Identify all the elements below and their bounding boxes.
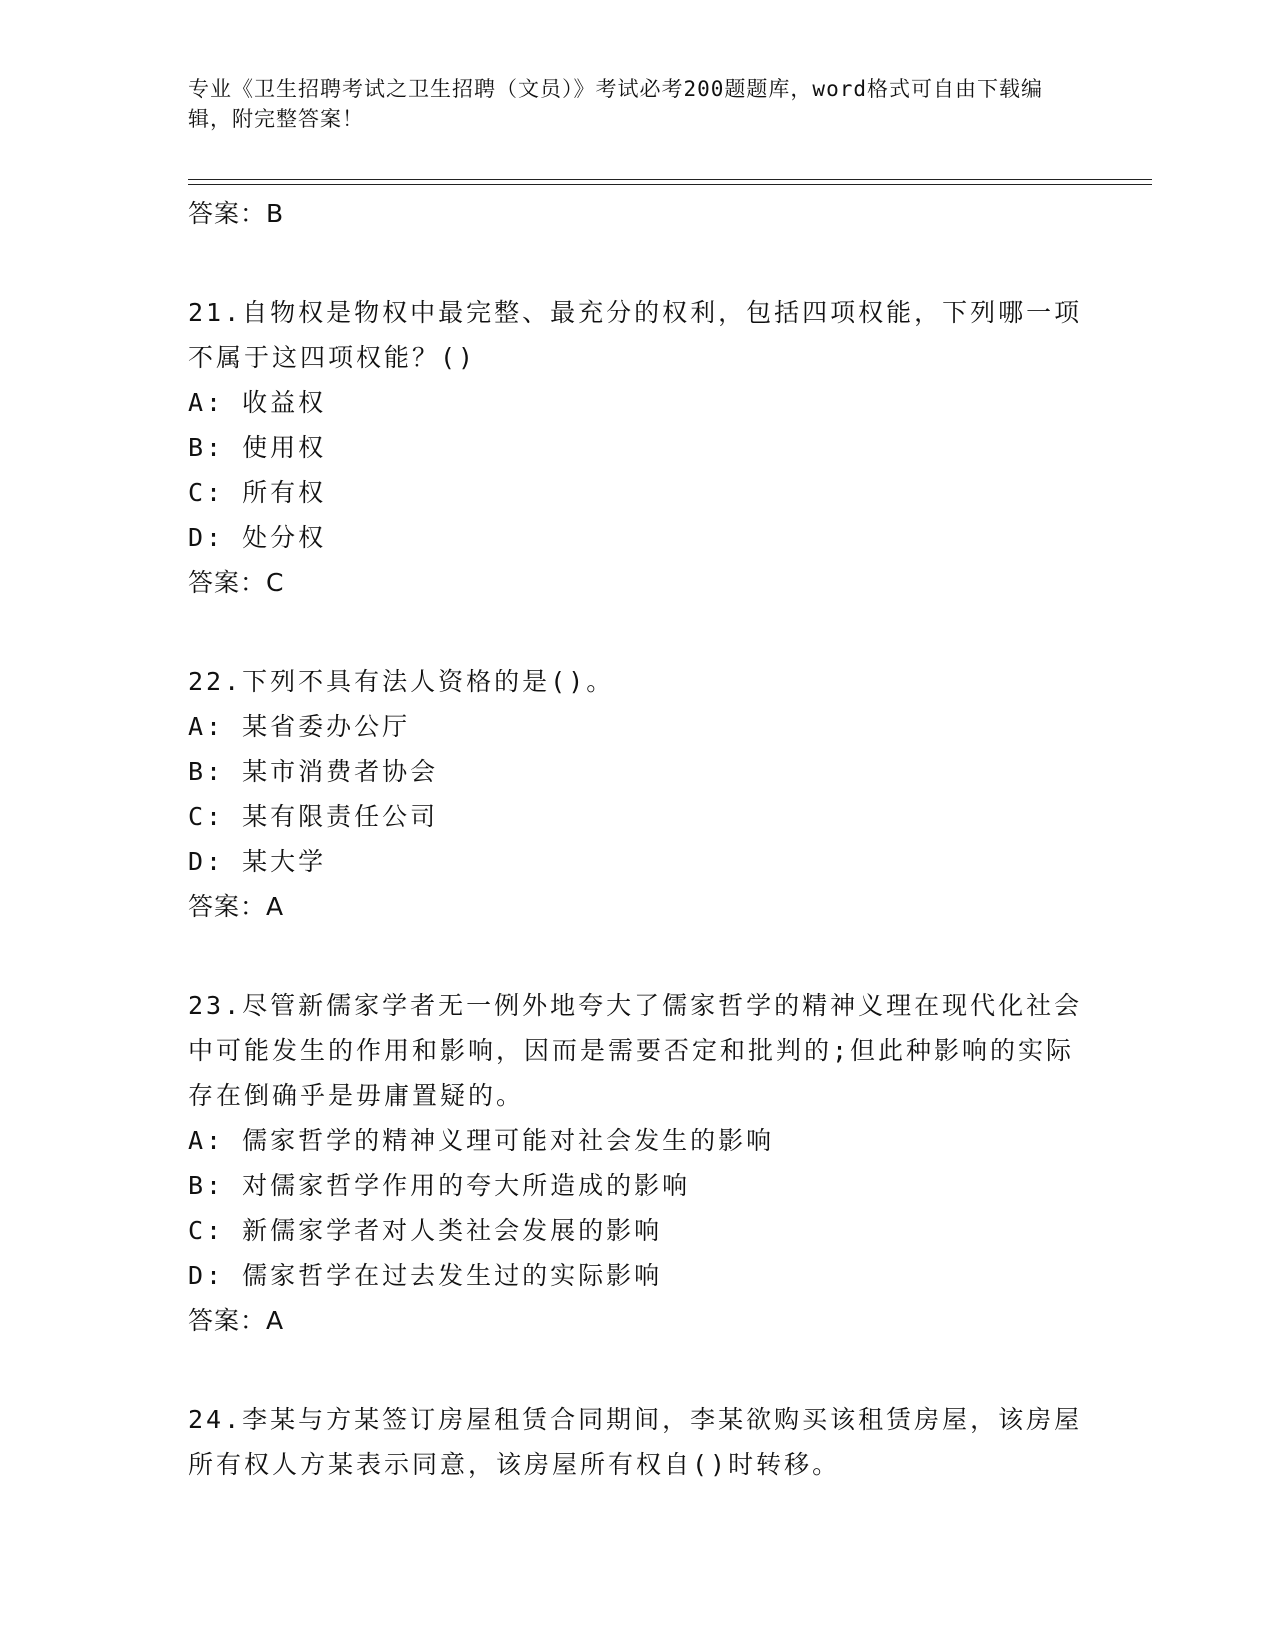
question-stem: 24.李某与方某签订房屋租赁合同期间，李某欲购买该租赁房屋，该房屋所有权人方某表示同意，该房屋所有权自()时转移。 [188,1405,1083,1479]
option-a: A: 某省委办公厅 [188,712,411,741]
option-b: B: 某市消费者协会 [188,757,439,786]
option-d: D: 某大学 [188,847,327,876]
option-d: D: 儒家哲学在过去发生过的实际影响 [188,1261,663,1290]
answer-label: 答案： [188,892,267,921]
answer-label: 答案： [188,199,267,228]
previous-answer [188,191,1088,237]
option-a: A: 儒家哲学的精神义理可能对社会发生的影响 [188,1126,775,1155]
option-a: A: 收益权 [188,388,327,417]
answer-line [188,1298,1088,1344]
question-21 [188,290,1088,606]
question-24 [188,1397,1088,1487]
question-stem: 21.自物权是物权中最完整、最充分的权利，包括四项权能，下列哪一项不属于这四项权能？() [188,298,1083,372]
option-c: C: 某有限责任公司 [188,802,439,831]
answer-label: 答案： [188,568,267,597]
option-c: C: 所有权 [188,478,327,507]
option-d: D: 处分权 [188,523,327,552]
answer-line [188,884,1088,930]
question-stem: 22.下列不具有法人资格的是()。 [188,667,615,696]
answer-value: A [266,1306,285,1335]
question-list [188,191,1088,1540]
page-header: 专业《卫生招聘考试之卫生招聘（文员）》考试必考200题题库，word格式可自由下载编辑，附完整答案！ [188,77,1043,131]
question-22 [188,659,1088,930]
question-stem: 23.尽管新儒家学者无一例外地夸大了儒家哲学的精神义理在现代化社会中可能发生的作用和影响，因而是需要否定和批判的;但此种影响的实际存在倒确乎是毋庸置疑的。 [188,991,1083,1110]
option-b: B: 对儒家哲学作用的夸大所造成的影响 [188,1171,691,1200]
answer-value: A [266,892,285,921]
question-23 [188,983,1088,1344]
answer-label: 答案： [188,1306,267,1335]
header-rule-bottom [188,184,1152,185]
option-b: B: 使用权 [188,433,327,462]
answer-value: C [266,568,285,597]
header-rule-top [188,179,1152,180]
answer-line [188,560,1088,606]
answer-value: B [266,199,285,228]
option-c: C: 新儒家学者对人类社会发展的影响 [188,1216,663,1245]
